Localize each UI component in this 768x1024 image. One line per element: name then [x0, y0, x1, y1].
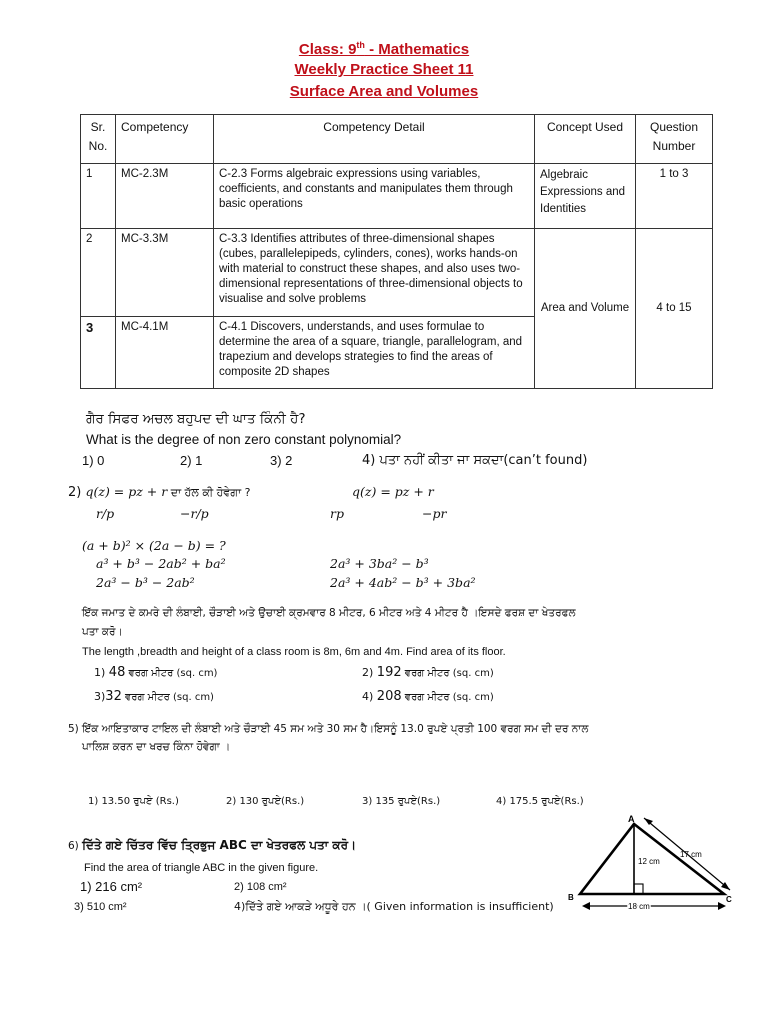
- cell-sr: 1: [81, 164, 116, 229]
- q4-option-1: 1) 48 ਵਰਗ ਮੀਟਰ (sq. cm): [94, 665, 218, 680]
- q4-english: The length ,breadth and height of a class room is 8m, 6m and 4m. Find area of its floor.: [82, 646, 506, 658]
- q4-punjabi-line2: ਪਤਾ ਕਰੋ।: [82, 626, 123, 638]
- cell-detail: C-3.3 Identifies attributes of three-dimensional shapes (cubes, parallelepipeds, cylinders, cones), works hands-on with material to construct these shapes, and also uses two-dimensional representations of three-dimensional objects to visualise and solve problems: [214, 229, 535, 317]
- header-competency: Competency: [116, 115, 214, 164]
- q3-option-2: 2a³ + 3ba² − b³: [330, 556, 429, 571]
- q4-option-2: 2) 192 ਵਰਗ ਮੀਟਰ (sq. cm): [362, 665, 494, 680]
- base-label: 18 cm: [628, 902, 650, 911]
- q2-option-4: −pr: [422, 506, 447, 521]
- table-header-row: [81, 115, 713, 164]
- sheet-title-class: Class: 9th - Mathematics: [298, 40, 470, 58]
- q6-english: Find the area of triangle ABC in the given figure.: [84, 862, 319, 874]
- table-row: [81, 229, 713, 317]
- triangle-figure: [568, 812, 738, 916]
- q2-question: 2) q(z) = pz + r ਦਾ ਹੱਲ ਕੀ ਹੋਵੇਗਾ ?: [68, 484, 251, 500]
- cell-qnum: 4 to 15: [636, 229, 713, 389]
- q6-option-4: 4)ਦਿੱਤੇ ਗਏ ਆਕੜੇ ਅਧੂਰੇ ਹਨ ।( Given information is insufficient): [234, 900, 554, 913]
- cell-concept: Area and Volume: [535, 229, 636, 389]
- q2-option-3: rp: [330, 506, 344, 521]
- cell-sr: 3: [81, 317, 116, 389]
- q1-option-3: 3) 2: [270, 453, 293, 468]
- q6-option-3: 3) 510 cm²: [74, 901, 127, 913]
- cell-detail: C-4.1 Discovers, understands, and uses formulae to determine the area of a square, triangle, parallelogram, and trapezium and develops strategies to find the areas of composite 2D shapes: [214, 317, 535, 389]
- cell-competency: MC-2.3M: [116, 164, 214, 229]
- q5-option-1: 1) 13.50 ਰੁਪਏ (Rs.): [88, 796, 179, 807]
- q5-option-2: 2) 130 ਰੁਪਏ(Rs.): [226, 796, 305, 807]
- q3-question: (a + b)² × (2a − b) = ?: [82, 538, 226, 553]
- sheet-title-weekly: Weekly Practice Sheet 11: [294, 61, 474, 78]
- q6-option-2: 2) 108 cm²: [234, 881, 287, 893]
- sheet-title-topic: Surface Area and Volumes: [289, 83, 479, 100]
- cell-concept: Algebraic Expressions and Identities: [535, 164, 636, 229]
- q4-option-4: 4) 208 ਵਰਗ ਮੀਟਰ (sq. cm): [362, 689, 494, 704]
- q3-option-4: 2a³ + 4ab² − b³ + 3ba²: [330, 575, 476, 590]
- q2-option-1: r/p: [96, 506, 115, 521]
- vertex-c-label: C: [726, 895, 732, 904]
- header-question-number: Question Number: [636, 115, 713, 164]
- arrowhead-icon: [718, 902, 726, 910]
- header-concept-used: Concept Used: [535, 115, 636, 164]
- q1-option-4: 4) ਪਤਾ ਨਹੀਂ ਕੀਤਾ ਜਾ ਸਕਦਾ(can’t found): [362, 453, 588, 468]
- cell-competency: MC-4.1M: [116, 317, 214, 389]
- vertex-b-label: B: [568, 893, 574, 902]
- cell-sr: 2: [81, 229, 116, 317]
- q2-option-2: −r/p: [180, 506, 209, 521]
- competency-table: [80, 114, 713, 389]
- right-angle-mark: [634, 884, 643, 894]
- q6-question: 6) ਦਿੱਤੇ ਗਏ ਚਿੱਤਰ ਵਿੱਚ ਤ੍ਰਿਭੁਜ ABC ਦਾ ਖੇਤਰਫਲ ਪਤਾ ਕਰੋ।: [68, 838, 357, 852]
- q3-option-1: a³ + b³ − 2ab² + ba²: [96, 556, 226, 571]
- vertex-a-label: A: [628, 814, 635, 824]
- q1-english: What is the degree of non zero constant polynomial?: [86, 432, 402, 447]
- header-sr-no: Sr. No.: [81, 115, 116, 164]
- arrowhead-icon: [582, 902, 590, 910]
- header-competency-detail: Competency Detail: [214, 115, 535, 164]
- cell-competency: MC-3.3M: [116, 229, 214, 317]
- q5-line1: 5) ਇੱਕ ਆਇਤਾਕਾਰ ਟਾਇਲ ਦੀ ਲੰਬਾਈ ਅਤੇ ਚੌੜਾਈ 45 ਸਮ ਅਤੇ 30 ਸਮ ਹੈ।ਇਸਨੂੰ 13.0 ਰੁਪਏ ਪ੍ਰਤੀ 100 ਵਰਗ ਸਮ ਦੀ ਦਰ ਨਾਲ: [68, 723, 589, 735]
- q4-option-3: 3)32 ਵਰਗ ਮੀਟਰ (sq. cm): [94, 689, 214, 704]
- q5-option-4: 4) 175.5 ਰੁਪਏ(Rs.): [496, 796, 584, 807]
- q3-option-3: 2a³ − b³ − 2ab²: [96, 575, 195, 590]
- q1-punjabi: ਗੈਰ ਸਿਫਰ ਅਚਲ ਬਹੁਪਦ ਦੀ ਘਾਤ ਕਿੰਨੀ ਹੈ?: [86, 411, 306, 427]
- q6-option-1: 1) 216 cm²: [80, 879, 143, 894]
- table-row: [81, 164, 713, 229]
- q2-expression: q(z) = pz + r: [352, 484, 434, 499]
- cell-detail: C-2.3 Forms algebraic expressions using variables, coefficients, and constants and manipulates them through basic operations: [214, 164, 535, 229]
- q5-line2: ਪਾਲਿਸ਼ ਕਰਨ ਦਾ ਖਰਚ ਕਿੰਨਾ ਹੋਵੇਗਾ ।: [82, 741, 231, 753]
- cell-qnum: 1 to 3: [636, 164, 713, 229]
- q1-option-1: 1) 0: [82, 453, 105, 468]
- side-label: 17 cm: [680, 850, 702, 859]
- height-label: 12 cm: [638, 857, 660, 866]
- q4-punjabi-line1: ਇੱਕ ਜਮਾਤ ਦੇ ਕਮਰੇ ਦੀ ਲੰਬਾਈ, ਚੌੜਾਈ ਅਤੇ ਉਚਾਈ ਕ੍ਰਮਵਾਰ 8 ਮੀਟਰ, 6 ਮੀਟਰ ਅਤੇ 4 ਮੀਟਰ ਹੈ ।ਇਸਦੇ ਫਰਸ਼ ਦਾ ਖੇਤਰਫਲ: [82, 607, 576, 619]
- q5-option-3: 3) 135 ਰੁਪਏ(Rs.): [362, 796, 441, 807]
- q1-option-2: 2) 1: [180, 453, 203, 468]
